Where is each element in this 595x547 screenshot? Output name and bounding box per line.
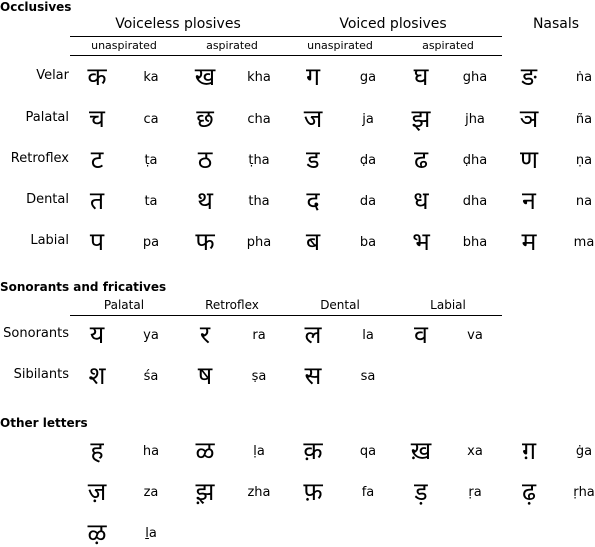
- devanagari-letter: फ़: [303, 477, 323, 506]
- transliteration: na: [575, 194, 593, 209]
- devanagari-letter: फ: [195, 227, 215, 256]
- devanagari-letter: त: [89, 186, 105, 215]
- transliteration: ḍa: [359, 153, 377, 168]
- row-label: Sonorants: [3, 326, 69, 341]
- group-header: Nasals: [532, 16, 580, 32]
- transliteration: ga: [359, 70, 377, 85]
- devanagari-letter: ष: [197, 361, 213, 390]
- transliteration: da: [359, 194, 377, 209]
- transliteration: ta: [144, 194, 158, 209]
- transliteration: qa: [359, 444, 377, 459]
- devanagari-letter: ऴ: [87, 518, 107, 547]
- transliteration: ḻa: [145, 526, 157, 541]
- transliteration: ya: [143, 328, 159, 343]
- devanagari-letter: ड़: [414, 477, 428, 506]
- devanagari-letter: ठ: [197, 145, 213, 174]
- devanagari-letter: क: [87, 62, 107, 91]
- devanagari-letter: भ: [412, 227, 430, 256]
- devanagari-letter: ब: [305, 227, 321, 256]
- group-header: Voiceless plosives: [115, 16, 241, 32]
- section-heading-occlusives: Occlusives: [0, 0, 72, 14]
- transliteration: la: [362, 328, 374, 343]
- group-header: Voiced plosives: [339, 16, 447, 32]
- devanagari-letter: ख: [194, 62, 216, 91]
- subheader: aspirated: [422, 39, 474, 52]
- header-rule: [70, 36, 502, 37]
- devanagari-letter: ढ: [413, 145, 429, 174]
- row-label: Sibilants: [13, 367, 69, 382]
- transliteration: ha: [142, 444, 160, 459]
- transliteration: ḷa: [253, 444, 265, 459]
- devanagari-letter: ग़: [521, 436, 537, 465]
- transliteration: ña: [575, 112, 593, 127]
- section-heading-sonorants: Sonorants and fricatives: [0, 280, 167, 294]
- subheader: unaspirated: [307, 39, 373, 52]
- devanagari-letter: ज़: [87, 477, 107, 506]
- devanagari-letter: न: [522, 186, 536, 215]
- transliteration: ġa: [575, 444, 593, 459]
- transliteration: bha: [462, 235, 488, 250]
- row-label: Labial: [30, 233, 69, 248]
- transliteration: pa: [142, 235, 160, 250]
- transliteration: ṭha: [248, 153, 270, 168]
- column-header: Palatal: [103, 298, 145, 312]
- transliteration: ṣa: [251, 369, 267, 384]
- transliteration: pha: [246, 235, 272, 250]
- devanagari-letter: ह: [90, 436, 104, 465]
- transliteration: kha: [247, 70, 271, 85]
- transliteration: śa: [143, 369, 159, 384]
- devanagari-letter: ख़: [410, 436, 432, 465]
- subheader: aspirated: [206, 39, 258, 52]
- devanagari-letter: स: [304, 361, 322, 390]
- devanagari-letter: ध: [413, 186, 429, 215]
- transliteration: ḍha: [462, 153, 488, 168]
- transliteration: gha: [462, 70, 488, 85]
- devanagari-letter: ढ़: [521, 477, 537, 506]
- devanagari-letter: प: [89, 227, 105, 256]
- transliteration: fa: [361, 485, 375, 500]
- devanagari-letter: क़: [303, 436, 323, 465]
- devanagari-letter: द: [306, 186, 320, 215]
- devanagari-letter: ज: [303, 104, 323, 133]
- row-label: Palatal: [25, 110, 69, 125]
- devanagari-letter: ञ: [519, 104, 539, 133]
- devanagari-letter: थ: [197, 186, 213, 215]
- devanagari-letter: ळ: [195, 436, 215, 465]
- devanagari-letter: ग: [305, 62, 321, 91]
- transliteration: ṭa: [144, 153, 158, 168]
- devanagari-letter: झ़: [195, 477, 215, 506]
- transliteration: va: [467, 328, 483, 343]
- transliteration: cha: [247, 112, 271, 127]
- transliteration: dha: [462, 194, 488, 209]
- transliteration: sa: [360, 369, 376, 384]
- transliteration: za: [143, 485, 159, 500]
- transliteration: ṛha: [573, 485, 595, 500]
- transliteration: ṇa: [575, 153, 593, 168]
- devanagari-letter: च: [89, 104, 105, 133]
- devanagari-letter: ट: [90, 145, 104, 174]
- transliteration: xa: [467, 444, 483, 459]
- transliteration: ca: [143, 112, 159, 127]
- transliteration: ka: [143, 70, 159, 85]
- header-rule: [70, 55, 502, 56]
- transliteration: ra: [252, 328, 266, 343]
- devanagari-letter: य: [89, 320, 105, 349]
- subheader: unaspirated: [91, 39, 157, 52]
- devanagari-letter: व: [414, 320, 428, 349]
- transliteration: ja: [362, 112, 374, 127]
- row-label: Retroflex: [10, 151, 69, 166]
- section-heading-other: Other letters: [0, 416, 88, 430]
- transliteration: jha: [465, 112, 485, 127]
- transliteration: ṅa: [575, 70, 593, 85]
- column-header: Retroflex: [205, 298, 259, 312]
- row-label: Velar: [36, 68, 69, 83]
- devanagari-letter: र: [199, 320, 211, 349]
- header-rule: [70, 315, 502, 316]
- devanagari-letter: छ: [196, 104, 214, 133]
- devanagari-letter: म: [521, 227, 537, 256]
- row-label: Dental: [26, 192, 69, 207]
- devanagari-letter: श: [88, 361, 106, 390]
- devanagari-letter: ण: [519, 145, 539, 174]
- transliteration: zha: [247, 485, 271, 500]
- column-header: Dental: [320, 298, 360, 312]
- devanagari-letter: झ: [411, 104, 431, 133]
- devanagari-letter: ल: [304, 320, 322, 349]
- transliteration: ṛa: [468, 485, 482, 500]
- transliteration: tha: [248, 194, 270, 209]
- column-header: Labial: [430, 298, 466, 312]
- transliteration: ba: [359, 235, 377, 250]
- devanagari-letter: घ: [413, 62, 429, 91]
- devanagari-letter: ड: [306, 145, 320, 174]
- devanagari-letter: ङ: [521, 62, 537, 91]
- transliteration: ma: [573, 235, 595, 250]
